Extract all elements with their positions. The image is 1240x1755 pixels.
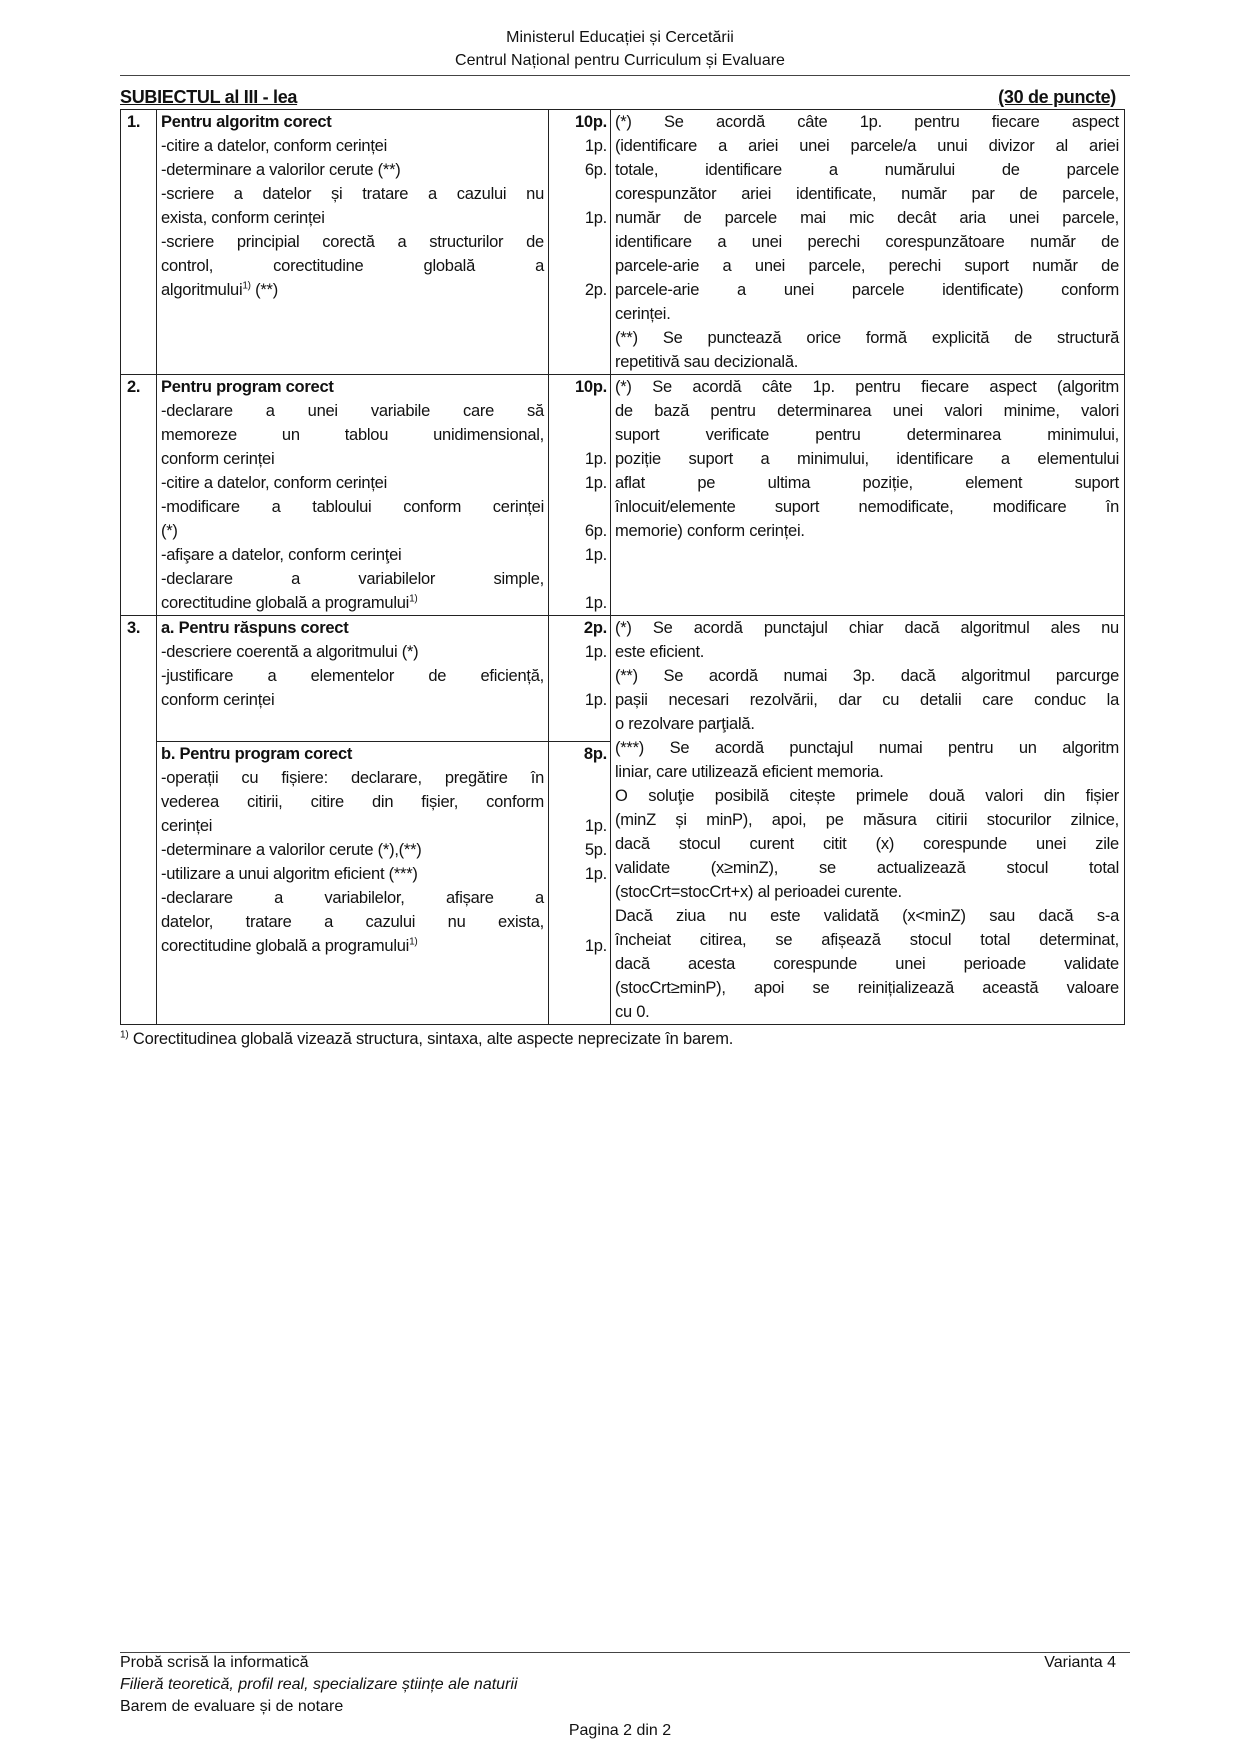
criteria-heading (161, 375, 544, 399)
criteria-line-text: -utilizare a unui algoritm eficient (***) (161, 865, 418, 884)
note-line (615, 423, 1119, 447)
points-value: 8p. (583, 745, 607, 764)
note-line (615, 736, 1119, 760)
criteria-line (161, 447, 544, 471)
notes-cell (611, 375, 1125, 616)
footer-page: Pagina 2 din 2 (568, 1722, 672, 1739)
criteria-line (161, 688, 544, 712)
note-line-text: (minZ și minP), apoi, pe măsura citirii stocurilor zilnice, (615, 811, 1119, 829)
footer-track: Filieră teoretică, profil real, specializare științe ale naturii (120, 1676, 518, 1693)
footer-variant: Varianta 4 (1044, 1654, 1116, 1671)
points-value: 1p. (584, 691, 607, 709)
criteria-line-text: conform cerinței (161, 450, 275, 468)
points-value: 6p. (584, 522, 607, 540)
note-line-text: (stocCrt≥minP), apoi se reinițializează această valoare (615, 979, 1119, 997)
note-line (615, 302, 1119, 326)
note-line-text: liniar, care utilizează eficient memoria. (615, 763, 884, 781)
criteria-line (161, 934, 544, 958)
criteria-heading-text: b. Pentru program corect (161, 745, 353, 764)
points-value: 1p. (584, 474, 607, 492)
item-number: 2. (121, 375, 157, 616)
criteria-line (161, 814, 544, 838)
criteria-line (161, 790, 544, 814)
criteria-line (161, 495, 544, 519)
note-line (615, 808, 1119, 832)
footnote (120, 1030, 733, 1049)
item-number: 1. (121, 110, 157, 375)
points-value (553, 230, 607, 254)
note-line-text: memorie) conform cerinței. (615, 522, 805, 540)
points-value: 1p. (584, 643, 607, 661)
criteria-line-text: -determinare a valorilor cerute (**) (161, 161, 401, 179)
note-line (615, 928, 1119, 952)
note-line (615, 495, 1119, 519)
points-value (553, 495, 607, 519)
note-line (615, 471, 1119, 495)
criteria-line-text: -descriere coerentă a algoritmului (*) (161, 643, 419, 661)
criteria-line-text: -justificare a elementelor de eficiență, (161, 667, 544, 685)
points-value: 1p. (584, 450, 607, 468)
criteria-line (161, 567, 544, 591)
points-value (553, 790, 607, 814)
note-line (615, 134, 1119, 158)
note-line (615, 1000, 1119, 1024)
criteria-heading (161, 742, 544, 766)
note-line-text: (*) Se acordă punctajul chiar dacă algoritmul ales nu (615, 619, 1119, 637)
note-line (615, 880, 1119, 904)
criteria-line (161, 640, 544, 664)
criteria-cell (157, 742, 549, 1025)
note-line-text: parcele-arie a unei parcele, perechi suport număr de (615, 257, 1119, 275)
notes-cell (611, 616, 1125, 1025)
note-line (615, 447, 1119, 471)
criteria-line-text: algoritmului (161, 281, 243, 299)
note-line (615, 375, 1119, 399)
table-row (121, 616, 1125, 742)
criteria-line-text: -operații cu fișiere: declarare, pregătire în (161, 769, 544, 788)
criteria-heading-text: a. Pentru răspuns corect (161, 619, 349, 637)
note-line-text: înlocuit/elemente suport nemodificate, modificare în (615, 498, 1119, 516)
criteria-line-text: (*) (161, 522, 178, 540)
note-line-text: corespunzător ariei identificate, număr par de parcele, (615, 185, 1119, 203)
criteria-cell (157, 110, 549, 375)
note-line-text: (identificare a ariei unei parcele/a unui divizor al ariei (615, 137, 1119, 155)
criteria-heading-text: Pentru program corect (161, 378, 334, 396)
note-line (615, 688, 1119, 712)
criteria-line (161, 886, 544, 910)
points-value: 5p. (584, 841, 607, 860)
criteria-line (161, 471, 544, 495)
header-divider (120, 75, 1130, 76)
criteria-line-suffix: (**) (250, 281, 278, 299)
criteria-line (161, 278, 544, 302)
note-line-text: identificare a unei perechi corespunzătoare număr de (615, 233, 1119, 251)
note-line-text: o rezolvare parţială. (615, 715, 755, 733)
points-value: 1p. (584, 865, 607, 884)
note-line (615, 519, 1119, 543)
footer-divider (120, 1652, 1130, 1653)
note-line (615, 230, 1119, 254)
note-line-text: încheiat citirea, se afișează stocul total determinat, (615, 931, 1119, 949)
criteria-line-text: -scriere principial corectă a structurilor de (161, 233, 544, 251)
footer-exam: Probă scrisă la informatică (120, 1654, 309, 1671)
points-value: 1p. (584, 209, 607, 227)
points-value (553, 182, 607, 206)
points-value (553, 254, 607, 278)
criteria-line-text: -declarare a variabilelor simple, (161, 570, 544, 588)
criteria-line-text: -citire a datelor, conform cerinței (161, 474, 388, 492)
note-line (615, 254, 1119, 278)
note-line (615, 976, 1119, 1000)
criteria-cell (157, 616, 549, 742)
table-row (121, 110, 1125, 375)
criteria-line-text: -determinare a valorilor cerute (*),(**) (161, 841, 422, 860)
note-line-text: dacă stocul curent citit (x) corespunde unei zile (615, 835, 1119, 853)
note-line (615, 784, 1119, 808)
criteria-line-text: conform cerinței (161, 691, 275, 709)
note-line-text: aflat pe ultima poziție, element suport (615, 474, 1119, 492)
criteria-line (161, 862, 544, 886)
points-value (553, 399, 607, 423)
header-center: Centrul Național pentru Curriculum și Evaluare (455, 52, 785, 69)
criteria-line (161, 519, 544, 543)
criteria-line (161, 399, 544, 423)
criteria-line (161, 134, 544, 158)
note-line (615, 640, 1119, 664)
points-value: 10p. (574, 378, 607, 396)
points-value: 2p. (584, 281, 607, 299)
criteria-heading-text: Pentru algoritm corect (161, 113, 332, 131)
criteria-line (161, 182, 544, 206)
criteria-line-text: -declarare a unei variabile care să (161, 402, 544, 420)
note-line-text: O soluţie posibilă citește primele două valori din fișier (615, 787, 1119, 805)
criteria-line-text: -scriere a datelor și tratare a cazului nu (161, 185, 544, 203)
criteria-line-text: -modificare a tabloului conform cerinței (161, 498, 544, 516)
criteria-line-text: datelor, tratare a cazului nu exista, (161, 913, 544, 932)
note-line-text: suport verificate pentru determinarea minimului, (615, 426, 1119, 444)
criteria-line (161, 543, 544, 567)
criteria-line (161, 591, 544, 615)
note-line-text: poziție suport a minimului, identificare a elementului (615, 450, 1119, 468)
criteria-line (161, 158, 544, 182)
criteria-line-text: corectitudine globală a programului (161, 594, 410, 612)
note-line-text: (*) Se acordă câte 1p. pentru fiecare aspect (615, 113, 1119, 131)
criteria-line-text: corectitudine globală a programului (161, 937, 410, 956)
note-line (615, 856, 1119, 880)
points-value: 1p. (584, 546, 607, 564)
note-line-text: repetitivă sau decizională. (615, 353, 799, 371)
note-line (615, 712, 1119, 736)
note-line-text: cerinței. (615, 305, 671, 323)
note-line (615, 110, 1119, 134)
criteria-line-text: exista, conform cerinței (161, 209, 325, 227)
note-line-text: Dacă ziua nu este validată (x<minZ) sau dacă s-a (615, 907, 1119, 925)
note-line-text: dacă acesta corespunde unei perioade validate (615, 955, 1119, 973)
points-cell (549, 616, 611, 742)
note-line-text: este eficient. (615, 643, 705, 661)
points-cell (549, 375, 611, 616)
criteria-line-text: control, corectitudine globală a (161, 257, 544, 275)
criteria-heading (161, 110, 544, 134)
note-line (615, 664, 1119, 688)
footnote-marker: 1) (409, 936, 418, 948)
subject-title-bar (120, 87, 1124, 108)
grading-table (120, 109, 1125, 1025)
points-value (553, 567, 607, 591)
note-line (615, 278, 1119, 302)
points-cell (549, 110, 611, 375)
note-line (615, 350, 1119, 374)
points-cell (549, 742, 611, 1025)
criteria-line (161, 838, 544, 862)
points-value: 10p. (574, 113, 607, 131)
footnote-marker: 1) (120, 1029, 129, 1041)
criteria-line (161, 766, 544, 790)
criteria-line (161, 910, 544, 934)
footnote-text: Corectitudinea globală vizează structura, sintaxa, alte aspecte neprecizate în barem. (128, 1030, 734, 1048)
subject-title: SUBIECTUL al III - lea (120, 87, 298, 107)
table-row (121, 375, 1125, 616)
note-line-text: (**) Se punctează orice formă explicită de structură (615, 329, 1119, 347)
note-line (615, 952, 1119, 976)
criteria-line-text: -afişare a datelor, conform cerinţei (161, 546, 402, 564)
footnote-marker: 1) (242, 280, 251, 292)
points-value (553, 886, 607, 910)
note-line-text: parcele-arie a unei parcele identificate) conform (615, 281, 1119, 299)
note-line (615, 182, 1119, 206)
note-line-text: cu 0. (615, 1003, 650, 1021)
criteria-line (161, 230, 544, 254)
points-value (553, 423, 607, 447)
points-value (553, 766, 607, 790)
note-line-text: (**) Se acordă numai 3p. dacă algoritmul parcurge (615, 667, 1119, 685)
item-number: 3. (121, 616, 157, 1025)
points-value (553, 910, 607, 934)
notes-cell (611, 110, 1125, 375)
note-line-text: totale, identificare a numărului de parcele (615, 161, 1119, 179)
criteria-line-text: vederea citirii, citire din fișier, conform (161, 793, 544, 812)
points-value: 6p. (584, 161, 607, 179)
points-value: 1p. (584, 817, 607, 836)
criteria-line (161, 423, 544, 447)
points-value: 1p. (584, 937, 607, 956)
criteria-line (161, 254, 544, 278)
points-value: 2p. (583, 619, 607, 637)
note-line-text: validate (x≥minZ), se actualizează stocul total (615, 859, 1119, 877)
note-line-text: (stocCrt=stocCrt+x) al perioadei curente. (615, 883, 902, 901)
note-line (615, 399, 1119, 423)
note-line-text: (***) Se acordă punctajul numai pentru un algoritm (615, 739, 1119, 757)
criteria-line-text: -declarare a variabilelor, afișare a (161, 889, 544, 908)
note-line (615, 904, 1119, 928)
note-line (615, 760, 1119, 784)
points-value: 1p. (584, 137, 607, 155)
note-line-text: de bază pentru determinarea unei valori minime, valori (615, 402, 1119, 420)
note-line-text: pașii necesari rezolvării, dar cu detalii care conduc la (615, 691, 1119, 709)
criteria-cell (157, 375, 549, 616)
criteria-line-text: memoreze un tablou unidimensional, (161, 426, 544, 444)
criteria-line (161, 664, 544, 688)
note-line (615, 158, 1119, 182)
note-line-text: număr de parcele mai mic decât aria unei parcele, (615, 209, 1119, 227)
note-line (615, 832, 1119, 856)
note-line (615, 326, 1119, 350)
points-value (553, 664, 607, 688)
header-ministry: Ministerul Educației și Cercetării (506, 29, 734, 46)
criteria-line (161, 206, 544, 230)
note-line (615, 206, 1119, 230)
criteria-heading (161, 616, 544, 640)
note-line (615, 616, 1119, 640)
note-line-text: (*) Se acordă câte 1p. pentru fiecare aspect (algoritm (615, 378, 1119, 396)
criteria-line-text: cerinței (161, 817, 213, 836)
criteria-line-text: -citire a datelor, conform cerinței (161, 137, 388, 155)
footer-doc: Barem de evaluare și de notare (120, 1698, 344, 1715)
subject-points: (30 de puncte) (998, 87, 1116, 107)
points-value: 1p. (584, 594, 607, 612)
footnote-marker: 1) (409, 593, 418, 605)
